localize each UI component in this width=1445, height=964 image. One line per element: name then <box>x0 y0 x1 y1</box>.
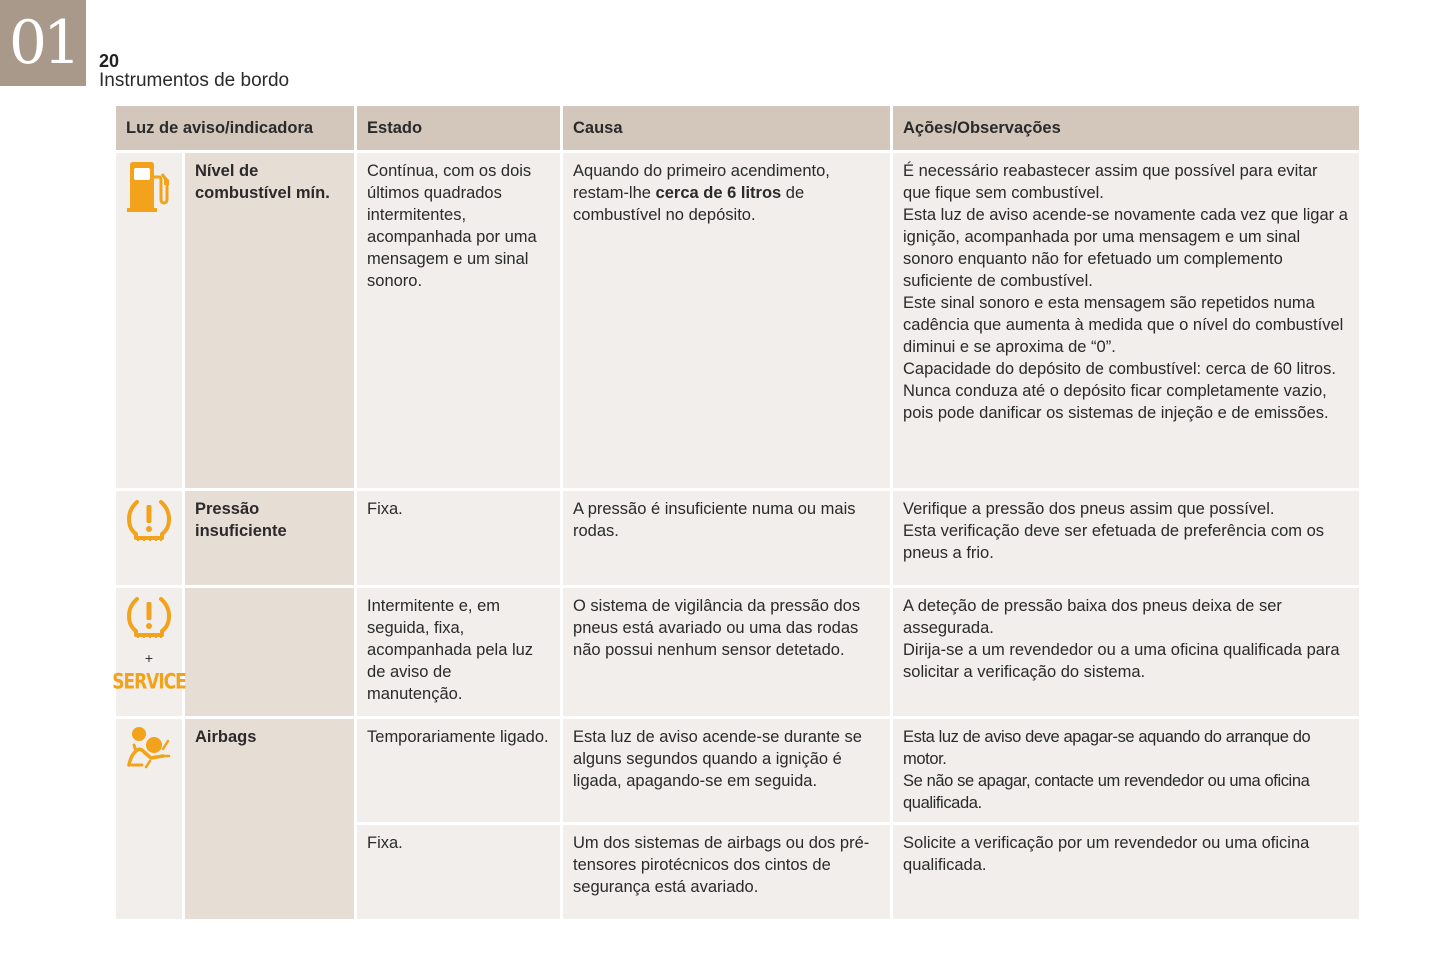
action-line: Verifique a pressão dos pneus assim que possível. <box>903 500 1275 518</box>
service-warning-icon: SERVICE <box>112 669 186 695</box>
tire-pressure-icon <box>125 497 173 543</box>
airbag-icon <box>126 725 172 769</box>
cause-text: de combustível no depósito. <box>573 184 805 224</box>
icon-cell <box>112 587 186 718</box>
column-header-cause: Causa <box>562 105 892 152</box>
actions-cell <box>892 490 1361 587</box>
action-line: Nunca conduza até o depósito ficar completamente vazio, pois pode danificar os sistemas de injeção e de emissões. <box>903 382 1329 422</box>
icon-cell <box>115 490 184 587</box>
actions-cell <box>892 587 1361 718</box>
actions-cell <box>892 152 1361 490</box>
state-cell: Intermitente e, em seguida, fixa, acompanhada pela luz de aviso de manutenção. <box>356 587 562 718</box>
actions-cell <box>892 718 1361 824</box>
action-line: Esta luz de aviso deve apagar-se aquando do arranque do motor. <box>903 728 1311 768</box>
indicator-name <box>184 587 356 718</box>
action-line: Dirija-se a um revendedor ou a uma oficina qualificada para solicitar a verificação do sistema. <box>903 641 1340 681</box>
table-row-fuel <box>115 152 1361 490</box>
state-cell: Contínua, com os dois últimos quadrados intermitentes, acompanhada por uma mensagem e um sinal sonoro. <box>356 152 562 490</box>
cause-cell: A pressão é insuficiente numa ou mais rodas. <box>562 490 892 587</box>
action-line: Esta luz de aviso acende-se novamente cada vez que ligar a ignição, acompanhada por uma mensagem e um sinal sonoro enquanto não for efetuado um complemento suficiente de combustível. <box>903 206 1348 290</box>
state-cell: Fixa. <box>356 490 562 587</box>
action-line: Solicite a verificação por um revendedor ou uma oficina qualificada. <box>903 834 1310 874</box>
section-title: Instrumentos de bordo <box>99 70 290 91</box>
table-row-tire-pressure <box>115 490 1361 587</box>
indicator-name: Pressão insuficiente <box>184 490 356 587</box>
action-line: Capacidade do depósito de combustível: cerca de 60 litros. <box>903 360 1336 378</box>
tire-pressure-icon <box>125 594 173 640</box>
fuel-pump-icon <box>124 159 174 213</box>
actions-cell <box>892 824 1361 921</box>
page-number: 20 <box>99 51 120 71</box>
column-header-actions: Ações/Observações <box>892 105 1361 152</box>
table-header-row <box>115 105 1361 152</box>
table-row-tire-service <box>115 587 1361 718</box>
icon-cell <box>115 718 184 921</box>
cause-cell: O sistema de vigilância da pressão dos pneus está avariado ou uma das rodas não possui nenhum sensor detetado. <box>562 587 892 718</box>
action-line: Esta verificação deve ser efetuada de preferência com os pneus a frio. <box>903 522 1324 562</box>
chapter-number: 01 <box>8 8 78 78</box>
indicator-name: Airbags <box>184 718 356 921</box>
indicator-name: Nível de combustível mín. <box>184 152 356 490</box>
column-header-indicator: Luz de aviso/indicadora <box>115 105 356 152</box>
state-cell: Temporariamente ligado. <box>356 718 562 824</box>
action-line: É necessário reabastecer assim que possível para evitar que fique sem combustível. <box>903 162 1318 202</box>
warning-lights-table <box>113 103 1362 922</box>
column-header-state: Estado <box>356 105 562 152</box>
cause-cell <box>562 152 892 490</box>
cause-highlight: cerca de 6 litros <box>655 184 782 202</box>
icon-group <box>112 594 186 695</box>
cause-text: Aquando do primeiro acendimento, restam-lhe <box>573 162 830 202</box>
action-line: Este sinal sonoro e esta mensagem são repetidos numa cadência que aumenta à medida que o nível do combustível diminui e se aproxima de “0”. <box>903 294 1344 356</box>
cause-cell: Um dos sistemas de airbags ou dos pré-tensores pirotécnicos dos cintos de segurança está avariado. <box>562 824 892 921</box>
plus-sign: + <box>144 650 154 666</box>
cause-cell: Esta luz de aviso acende-se durante se alguns segundos quando a ignição é ligada, apagando-se em seguida. <box>562 718 892 824</box>
action-line: A deteção de pressão baixa dos pneus deixa de ser assegurada. <box>903 597 1282 637</box>
chapter-number-box <box>0 0 86 86</box>
action-line: Se não se apagar, contacte um revendedor ou uma oficina qualificada. <box>903 772 1310 812</box>
icon-cell <box>115 152 184 490</box>
table-row-airbags <box>115 718 1361 824</box>
state-cell: Fixa. <box>356 824 562 921</box>
